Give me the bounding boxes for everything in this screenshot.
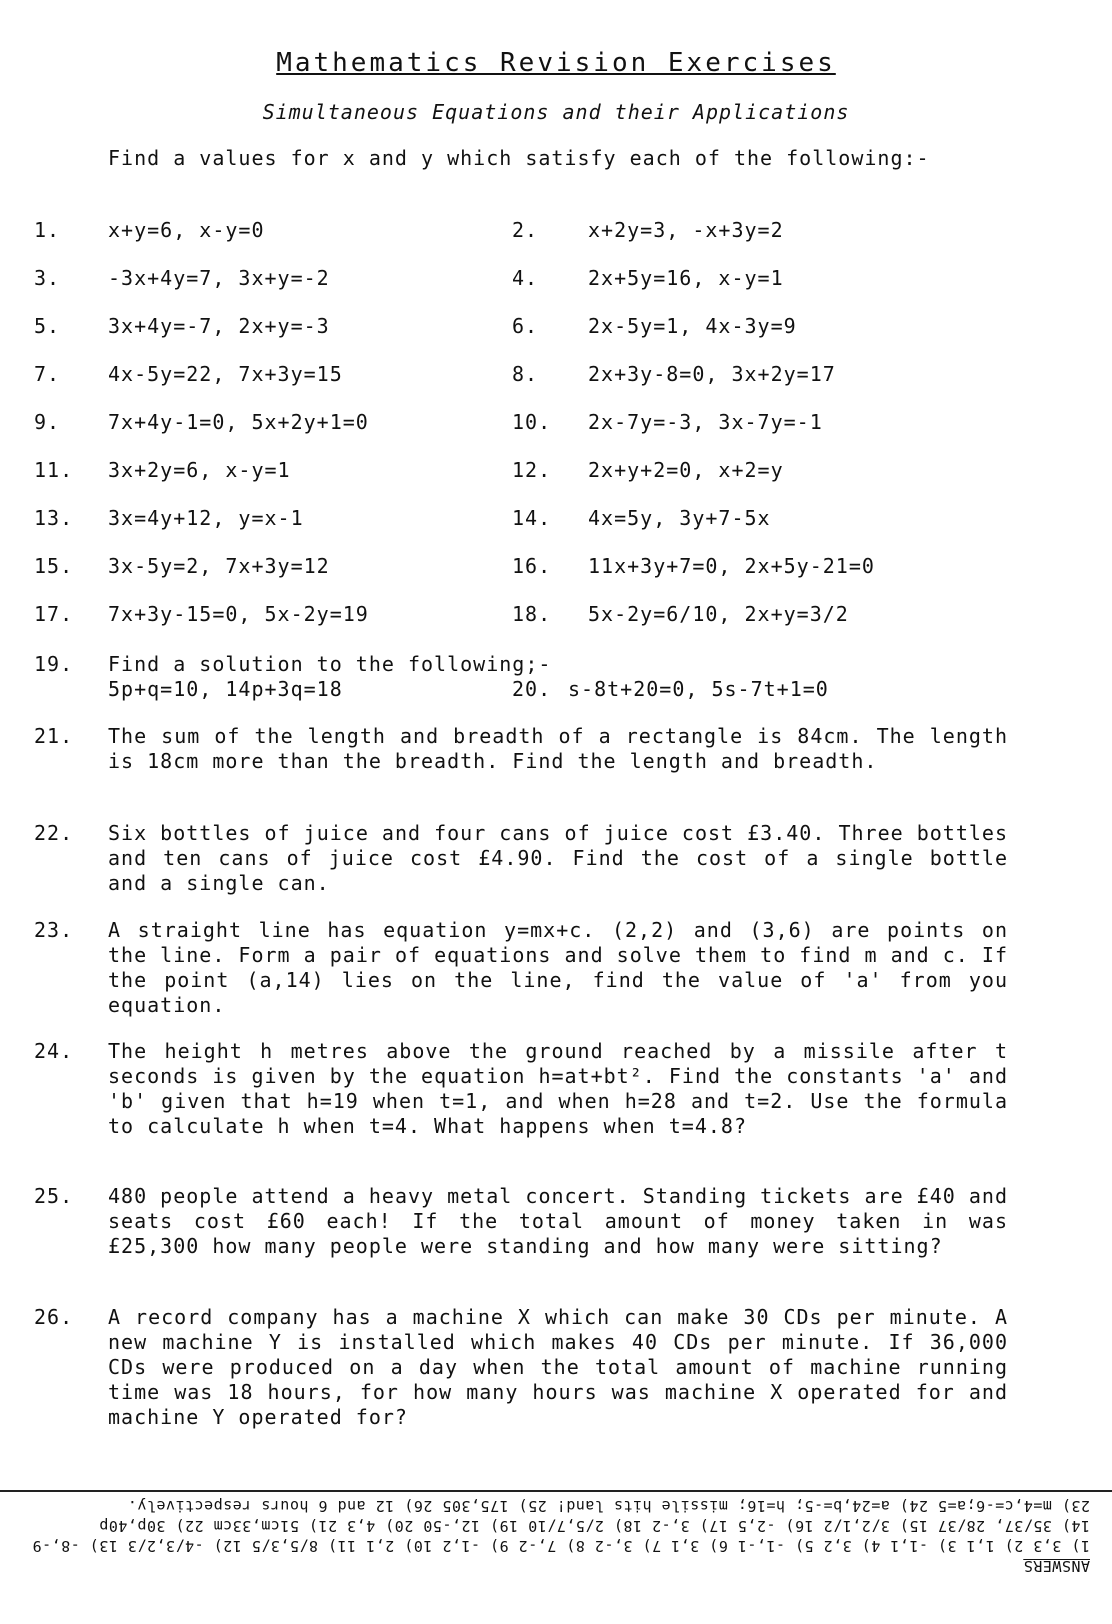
question-number: 24. xyxy=(34,1039,74,1063)
problem-text: The sum of the length and breadth of a rectangle is 84cm. The length is 18cm more than the breadth. Find the length and breadth. xyxy=(108,724,1008,773)
equation: 2x+5y=16, x-y=1 xyxy=(588,266,784,290)
equation: 7x+3y-15=0, 5x-2y=19 xyxy=(108,602,369,626)
equation-row xyxy=(0,362,1112,388)
equation-row xyxy=(0,458,1112,484)
question-number: 16. xyxy=(512,554,552,578)
answers-section xyxy=(20,1496,1090,1576)
equation: 11x+3y+7=0, 2x+5y-21=0 xyxy=(588,554,875,578)
equation: 2x+3y-8=0, 3x+2y=17 xyxy=(588,362,836,386)
problem-text: The height h metres above the ground reached by a missile after t seconds is given by the equation h=at+bt². Find the constants 'a' and 'b' given that h=19 when t=1, and when h=28 and t=2. Use the formula to calculate h when t=4. What happens when t=4.8? xyxy=(108,1039,1008,1138)
page-subtitle: Simultaneous Equations and their Applications xyxy=(262,100,850,124)
equation-row xyxy=(0,218,1112,244)
equation: 2x-5y=1, 4x-3y=9 xyxy=(588,314,797,338)
question-number: 11. xyxy=(34,458,74,482)
question-number: 8. xyxy=(512,362,539,386)
question-number: 5. xyxy=(34,314,61,338)
question-number: 21. xyxy=(34,724,74,748)
equation: 5x-2y=6/10, 2x+y=3/2 xyxy=(588,602,849,626)
problem-text: A straight line has equation y=mx+c. (2,2) and (3,6) are points on the line. Form a pair of equations and solve them to find m and c. If the point (a,14) lies on the line, find the value of 'a' from you equation. xyxy=(108,918,1008,1017)
question-number: 22. xyxy=(34,821,74,845)
equation-row xyxy=(0,266,1112,292)
question-number: 1. xyxy=(34,218,61,242)
equation: 3x=4y+12, y=x-1 xyxy=(108,506,304,530)
equation-row xyxy=(0,314,1112,340)
question-number: 18. xyxy=(512,602,552,626)
equation: x+y=6, x-y=0 xyxy=(108,218,265,242)
intro-text: Find a values for x and y which satisfy each of the following:- xyxy=(108,146,930,170)
question-number: 2. xyxy=(512,218,539,242)
problem-text: 480 people attend a heavy metal concert. Standing tickets are £40 and seats cost £60 each! If the total amount of money taken in was £25,300 how many people were standing and how many were sitting? xyxy=(108,1184,1008,1258)
question-number: 7. xyxy=(34,362,61,386)
answers-line: 23) m=4,c=-6;a=5 24) a=24,b=-5; h=16; missile hits land! 25) 175,305 26) 12 and 6 hours respectively. xyxy=(127,1497,1090,1515)
question-number: 26. xyxy=(34,1305,74,1329)
equation: 4x=5y, 3y+7-5x xyxy=(588,506,771,530)
question-number: 17. xyxy=(34,602,74,626)
equation-row xyxy=(0,410,1112,436)
equation-row xyxy=(0,554,1112,580)
equation: 4x-5y=22, 7x+3y=15 xyxy=(108,362,343,386)
equation-row xyxy=(0,602,1112,628)
equation: 2x-7y=-3, 3x-7y=-1 xyxy=(588,410,823,434)
equation: 3x+2y=6, x-y=1 xyxy=(108,458,291,482)
question-number: 23. xyxy=(34,918,74,942)
equation: 3x-5y=2, 7x+3y=12 xyxy=(108,554,330,578)
equation: s-8t+20=0, 5s-7t+1=0 xyxy=(568,677,829,701)
problem-text: A record company has a machine X which can make 30 CDs per minute. A new machine Y is installed which makes 40 CDs per minute. If 36,000 CDs were produced on a day when the total amount of machine running time was 18 hours, for how many hours was machine X operated for and machine Y operated for? xyxy=(108,1305,1008,1429)
equation: 2x+y+2=0, x+2=y xyxy=(588,458,784,482)
equation: 5p+q=10, 14p+3q=18 xyxy=(108,677,343,701)
equation: x+2y=3, -x+3y=2 xyxy=(588,218,784,242)
question-number: 13. xyxy=(34,506,74,530)
equation: 3x+4y=-7, 2x+y=-3 xyxy=(108,314,330,338)
question-number: 20. xyxy=(512,677,552,701)
question-text: Find a solution to the following;- xyxy=(108,652,552,676)
question-number: 14. xyxy=(512,506,552,530)
question-number: 3. xyxy=(34,266,61,290)
question-number: 4. xyxy=(512,266,539,290)
question-number: 6. xyxy=(512,314,539,338)
answers-heading: ANSWERS xyxy=(1023,1557,1090,1575)
question-number: 25. xyxy=(34,1184,74,1208)
problem-text: Six bottles of juice and four cans of juice cost £3.40. Three bottles and ten cans of juice cost £4.90. Find the cost of a single bottle and a single can. xyxy=(108,821,1008,895)
question-number: 10. xyxy=(512,410,552,434)
equation: -3x+4y=7, 3x+y=-2 xyxy=(108,266,330,290)
question-number: 15. xyxy=(34,554,74,578)
equation: 7x+4y-1=0, 5x+2y+1=0 xyxy=(108,410,369,434)
question-number: 9. xyxy=(34,410,61,434)
answers-line: 1) 3,3 2) 1,1 3) -1,1 4) 3,2 5) -1,-1 6) 3,1 7) 3,-2 8) 7,-2 9) -1,2 10) 2,1 11) 8/5,3/5 12) -4/3,2/3 13) -8,-9 xyxy=(32,1537,1090,1555)
page-title: Mathematics Revision Exercises xyxy=(276,48,836,78)
equation-row xyxy=(0,506,1112,532)
divider xyxy=(0,1490,1112,1492)
question-number: 19. xyxy=(34,652,74,676)
answers-line: 14) 35/37, 28/37 15) 3/2,1/2 16) -2,5 17) 3,-2 18) 2/5,7/10 19) 12,-50 20) 4,3 21) 51cm,33cm 22) 30p,40p xyxy=(98,1517,1090,1535)
question-number: 12. xyxy=(512,458,552,482)
